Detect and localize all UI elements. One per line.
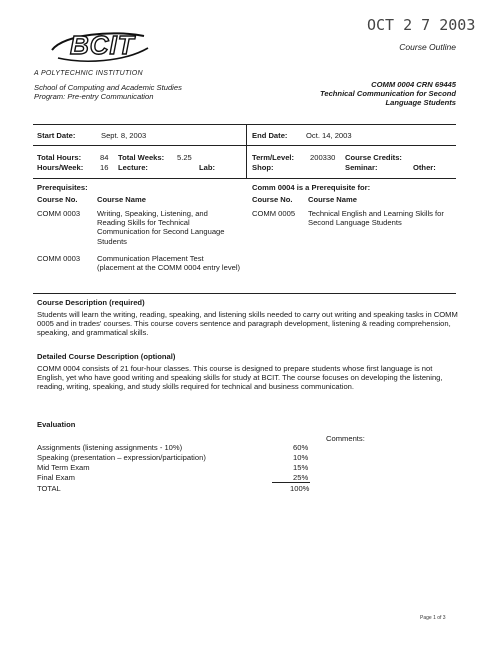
term-level-label: Term/Level:	[252, 153, 295, 162]
prerequisite-for-heading: Comm 0004 is a Prerequisite for:	[252, 183, 371, 192]
detailed-description-heading: Detailed Course Description (optional)	[37, 352, 176, 361]
divider-top	[33, 124, 456, 125]
prereq-for-item-course-no: COMM 0005	[252, 209, 296, 218]
course-title-line1: Technical Communication for Second	[319, 89, 456, 98]
evaluation-item-value: 10%	[293, 453, 309, 462]
hours-week-label: Hours/Week:	[37, 163, 84, 172]
total-weeks-label: Total Weeks:	[118, 153, 165, 162]
course-credits-label: Course Credits:	[345, 153, 402, 162]
start-date-label: Start Date:	[37, 131, 76, 140]
prereq-for-item-course-name: Technical English and Learning Skills for Second Language Students	[308, 209, 444, 228]
total-hours-label: Total Hours:	[37, 153, 82, 162]
evaluation-item-value: 15%	[293, 463, 309, 472]
course-code-line: COMM 0004 CRN 69445	[371, 80, 456, 89]
total-value: 100%	[290, 484, 310, 493]
course-description-text: Students will learn the writing, reading, speaking, and listening skills needed to carry out writing and speaking tasks in COMM 0005 and in trades' courses. This course covers sentence and paragraph development, listening & reading comprehension, speaking, and grammatical skills.	[37, 310, 458, 338]
other-label: Other:	[413, 163, 436, 172]
prereq-for-col-course-name: Course Name	[308, 195, 357, 204]
evaluation-item-label: Final Exam	[37, 473, 75, 482]
shop-label: Shop:	[252, 163, 274, 172]
seminar-label: Seminar:	[345, 163, 378, 172]
logo-wordmark: BCIT	[70, 30, 135, 60]
prereq-item-course-no: COMM 0003	[37, 254, 81, 263]
prereq-item-course-name: Writing, Speaking, Listening, and Reading Skills for Technical Communication for Second Language Students	[97, 209, 225, 246]
institution-tagline: A POLYTECHNIC INSTITUTION	[34, 70, 143, 77]
total-weeks-value: 5.25	[177, 153, 192, 162]
total-hours-value: 84	[100, 153, 109, 162]
lab-label: Lab:	[199, 163, 216, 172]
prereq-item-course-no: COMM 0003	[37, 209, 81, 218]
total-label: TOTAL	[37, 484, 61, 493]
divider-mid	[33, 145, 456, 146]
evaluation-item-value: 25%	[293, 473, 309, 482]
evaluation-item-value: 60%	[293, 443, 309, 452]
bcit-logo	[44, 28, 152, 66]
divider-low	[33, 178, 456, 179]
course-description-heading: Course Description (required)	[37, 298, 145, 307]
hours-week-value: 16	[100, 163, 109, 172]
evaluation-item-label: Mid Term Exam	[37, 463, 90, 472]
date-stamp: OCT 2 7 2003	[367, 16, 476, 34]
prereq-col-course-name: Course Name	[97, 195, 146, 204]
prereq-for-col-course-no: Course No.	[252, 195, 293, 204]
total-underline	[272, 482, 310, 483]
course-title-line2: Language Students	[385, 98, 456, 107]
start-date-value: Sept. 8, 2003	[101, 131, 147, 140]
program-name: Program: Pre-entry Communication	[34, 92, 154, 101]
prereq-item-course-name: Communication Placement Test (placement at the COMM 0004 entry level)	[97, 254, 241, 273]
prereq-col-course-no: Course No.	[37, 195, 78, 204]
document-type: Course Outline	[399, 42, 456, 52]
end-date-label: End Date:	[252, 131, 288, 140]
prerequisites-heading: Prerequisites:	[37, 183, 88, 192]
school-name: School of Computing and Academic Studies	[34, 83, 182, 92]
divider-description	[33, 293, 456, 294]
term-level-value: 200330	[310, 153, 336, 162]
evaluation-item-label: Speaking (presentation – expression/participation)	[37, 453, 206, 462]
evaluation-item-label: Assignments (listening assignments - 10%)	[37, 443, 183, 452]
end-date-value: Oct. 14, 2003	[306, 131, 352, 140]
detailed-description-text: COMM 0004 consists of 21 four-hour classes. This course is designed to prepare students whose first language is not English, yet who have good writing and speaking skills for study at BCIT. The course focuses on developing the listening, reading, writing, speaking, and study skills required for technical and business communication.	[37, 364, 443, 392]
evaluation-heading: Evaluation	[37, 420, 76, 429]
comments-label: Comments:	[326, 434, 365, 443]
page-number: Page 1 of 3	[420, 615, 446, 621]
divider-middle	[246, 124, 247, 178]
lecture-label: Lecture:	[118, 163, 148, 172]
